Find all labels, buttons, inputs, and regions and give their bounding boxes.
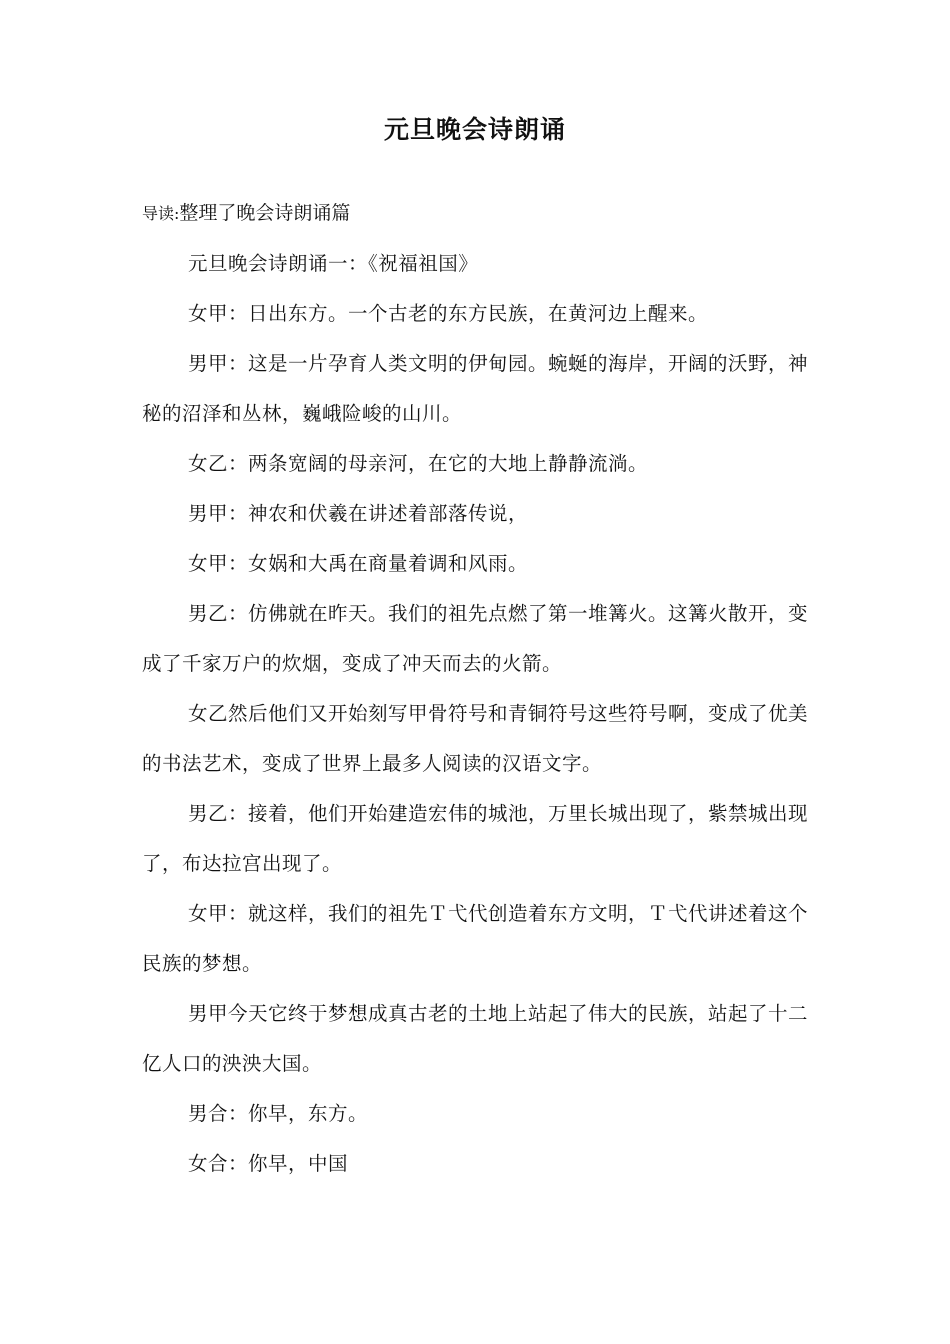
paragraph: 男甲：这是一片孕育人类文明的伊甸园。蜿蜒的海岸，开阔的沃野，神秘的沼泽和丛林，巍峨险峻的山川。 — [142, 352, 809, 425]
paragraph: 男乙：接着，他们开始建造宏伟的城池，万里长城出现了，紫禁城出现了，布达拉宫出现了。 — [142, 802, 809, 875]
paragraph: 男合：你早，东方。 — [188, 1102, 369, 1125]
paragraph: 女乙：两条宽阔的母亲河，在它的大地上静静流淌。 — [188, 452, 649, 475]
paragraph: 女甲：日出东方。一个古老的东方民族，在黄河边上醒来。 — [188, 302, 709, 325]
document-body — [142, 239, 814, 1189]
paragraph: 女甲：女娲和大禹在商量着调和风雨。 — [188, 552, 529, 575]
lead-line — [142, 198, 350, 229]
lead-text: 整理了晚会诗朗诵篇 — [179, 202, 351, 224]
paragraph: 元旦晚会诗朗诵一：《祝福祖国》 — [188, 252, 479, 275]
paragraph: 男甲今天它终于梦想成真古老的土地上站起了伟大的民族，站起了十二亿人口的泱泱大国。 — [142, 1002, 809, 1075]
document-title: 元旦晚会诗朗诵 — [383, 115, 566, 144]
lead-label: 导读: — [142, 204, 180, 223]
paragraph: 男乙：仿佛就在昨天。我们的祖先点燃了第一堆篝火。这篝火散开，变成了千家万户的炊烟，变成了冲天而去的火箭。 — [142, 602, 809, 675]
paragraph: 女甲：就这样，我们的祖先Ｔ弋代创造着东方文明，Ｔ弋代讲述着这个民族的梦想。 — [142, 902, 809, 975]
paragraph: 女合：你早，中国 — [188, 1152, 349, 1175]
paragraph: 女乙然后他们又开始刻写甲骨符号和青铜符号这些符号啊，变成了优美的书法艺术，变成了世界上最多人阅读的汉语文字。 — [142, 702, 809, 775]
paragraph: 男甲：神农和伏羲在讲述着部落传说， — [188, 502, 529, 525]
